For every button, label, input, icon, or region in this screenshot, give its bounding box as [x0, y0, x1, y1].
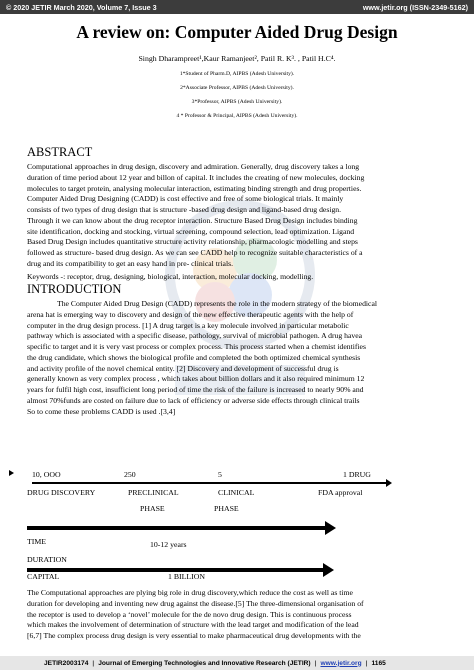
text-line: and activity profile of the novel chemical entity. [2] Discovery and development of successful drug is — [27, 363, 339, 373]
footer-paper-id: JETIR2003174 — [44, 659, 89, 667]
stage-clinical: CLINICAL — [218, 488, 255, 497]
text-line: duration of time period about 12 year and billon of capital. It includes the creating of new molecules, docking — [27, 172, 365, 182]
count-preclinical: 250 — [124, 470, 136, 479]
time-arrow-head-icon — [325, 521, 336, 535]
affiliation-4: 4 * Professor & Principal, AIPBS (Adesh University). — [176, 113, 298, 119]
text-line: years for fulfil high cost, insufficient long period of time the risk of the failure is increased to nearly 90% and — [27, 385, 364, 394]
text-line: The Computational approaches are plying big role in drug discovery,which reduce the cost as well as time — [27, 588, 353, 597]
text-line: followed as structure- based drug design. As we can see CADD help to recognize suitable characteristics of a — [27, 248, 363, 257]
text-line: molecules to target protein, analysing molecular interaction, estimating binding strength and drug properties. — [27, 183, 362, 193]
years-value: 10-12 years — [150, 540, 187, 549]
text-line: Based Drug Design includes quantitative structure activity relationship, pharmacologic modelling and steps — [27, 237, 358, 247]
introduction-text — [27, 299, 450, 417]
text-line: drug and its compatibility to get an easy hand in pre- clinical trials. — [27, 258, 234, 268]
text-line: which makes the involvement of determination of structure with the lead target and modification of the lead — [27, 620, 359, 630]
introduction-heading: INTRODUCTION — [27, 282, 122, 296]
footer-separator: | — [92, 659, 95, 667]
text-line: computer in the drug design process. [1] A drug target is a key molecule involved in particular metabolic — [27, 320, 349, 330]
text-line: almost 70%funds are costed on failure due to lack of efficiency or adverse side effects through clinical trails — [27, 395, 360, 405]
margin-arrow-icon — [9, 470, 14, 476]
capital-value: 1 BILLION — [168, 572, 206, 581]
footer-separator: | — [365, 659, 368, 667]
abstract-heading: ABSTRACT — [27, 145, 93, 159]
phase-label-clinical: PHASE — [214, 504, 239, 513]
pipeline-arrow-head-icon — [386, 479, 392, 487]
text-line: Through it we can know about the drug receptor interaction. Structure Based Drug Design includes binding — [27, 215, 358, 225]
count-approved: 1 DRUG — [343, 470, 371, 479]
author-list: Singh Dharampreet¹,Kaur Ramanjeet², Patil R. K³. , Patil H.C⁴. — [138, 54, 336, 63]
footer-site-link[interactable]: www.jetir.org — [320, 659, 362, 667]
paper-title: A review on: Computer Aided Drug Design — [76, 22, 398, 42]
pipeline-arrow — [32, 482, 386, 484]
journal-header-bar — [0, 0, 474, 14]
footer-journal-name: Journal of Emerging Technologies and Innovative Research (JETIR) — [98, 659, 311, 667]
keywords: Keywords -: receptor, drug, designing, biological, interaction, molecular docking, modelling. — [27, 272, 314, 281]
text-line: duration for developing and inventing new drug against the disease.[5] The three-dimensional organisation of — [27, 598, 364, 608]
footer-page-number: 1165 — [371, 659, 386, 667]
text-line: pathway which is associated with a specific disease, pathology, survival of microbial pathogen. A drug havea — [27, 331, 363, 341]
duration-label: DURATION — [27, 555, 67, 564]
stage-discovery: DRUG DISCOVERY — [27, 488, 96, 497]
closing-text — [27, 588, 450, 642]
text-line: generally known as very complex process , which takes about billion dollars and it also required minimum 12 — [27, 374, 365, 384]
journal-footer-bar — [0, 656, 474, 670]
text-line: Computational approaches in drug design, discovery and admiration. Generally, drug discovery takes a long — [27, 162, 360, 171]
header-issn: www.jetir.org (ISSN-2349-5162) — [362, 2, 468, 12]
affiliation-3: 3*Professor, AIPBS (Adesh University). — [191, 99, 283, 105]
count-discovery: 10, OOO — [32, 470, 61, 479]
duration-arrow-head-icon — [323, 563, 334, 577]
header-issue-info: © 2020 JETIR March 2020, Volume 7, Issue 3 — [6, 2, 157, 12]
stage-preclinical: PRECLINICAL — [128, 488, 179, 497]
phase-label-preclinical: PHASE — [140, 504, 165, 513]
text-line: arena hat is emerging way to discovery and design of the new effective therapeutic agents with the help of — [27, 309, 354, 319]
text-line: site identification, docking and stocking, virtual screening, compound selection, lead optimization. Ligand — [27, 226, 355, 236]
footer-separator: | — [314, 659, 317, 667]
time-arrow — [27, 526, 327, 530]
text-line: specific to target and it is very vast process or complex process. This process started when a chemist identifies — [27, 342, 366, 351]
text-line: [6,7] The complex process drug design is very essential to make pharmaceutical drug developments with the — [27, 631, 361, 640]
text-line: the receptor is used to develop a ‘novel’ molecule for the de novo drug design. This is continuous process — [27, 609, 352, 619]
time-label: TIME — [27, 537, 47, 546]
affiliation-1: 1*Student of Pharm.D, AIPBS (Adesh University). — [179, 71, 295, 77]
affiliation-2: 2*Associate Professor, AIPBS (Adesh University). — [180, 85, 294, 91]
count-clinical: 5 — [218, 470, 222, 479]
text-line: the drug candidate, which shows the biological profile and completed the both optimized chemical synthesis — [27, 352, 361, 362]
text-line: The Computer Aided Drug Design (CADD) represents the role in the modern strategy of the biomedical — [57, 299, 378, 308]
text-line: Computer Aided Drug Designing (CADD) is cost effective and free of some biological trials. It mainly — [27, 194, 344, 204]
abstract-text — [27, 162, 450, 270]
capital-label: CAPITAL — [27, 572, 60, 581]
text-line: consists of two types of drug design that is structure -based drug design and ligand-based drug design. — [27, 205, 342, 214]
stage-fda: FDA approval — [318, 488, 363, 497]
text-line: So to come these problems CADD is used .[3,4] — [27, 406, 176, 416]
